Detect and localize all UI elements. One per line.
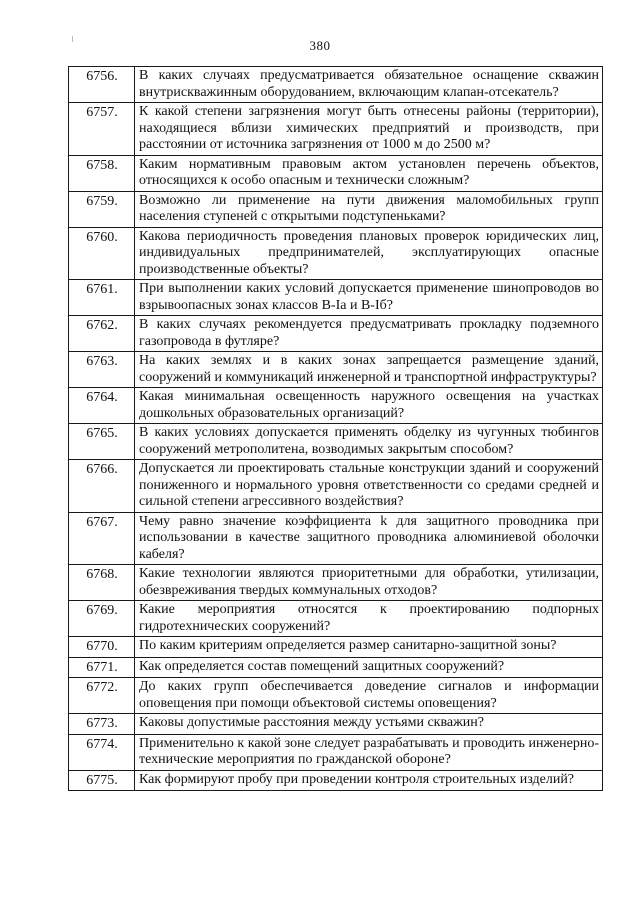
question-text: По каким критериям определяется размер санитарно-защитной зоны? bbox=[135, 637, 603, 658]
table-row bbox=[69, 227, 603, 280]
table-row bbox=[69, 67, 603, 103]
question-number: 6757. bbox=[69, 103, 135, 156]
table-row bbox=[69, 103, 603, 156]
question-number: 6770. bbox=[69, 637, 135, 658]
question-number: 6775. bbox=[69, 770, 135, 791]
question-text: Какая минимальная освещенность наружного освещения на участках дошкольных образовательных организаций? bbox=[135, 388, 603, 424]
question-text: Каким нормативным правовым актом установлен перечень объектов, относящихся к особо опасным и технически сложным? bbox=[135, 155, 603, 191]
questions-table bbox=[68, 66, 603, 791]
table-row bbox=[69, 512, 603, 565]
table-row bbox=[69, 316, 603, 352]
question-text: Какие технологии являются приоритетными для обработки, утилизации, обезвреживания твердых коммунальных отходов? bbox=[135, 565, 603, 601]
question-number: 6771. bbox=[69, 657, 135, 678]
question-number: 6773. bbox=[69, 714, 135, 735]
table-row bbox=[69, 155, 603, 191]
table-row bbox=[69, 191, 603, 227]
table-row bbox=[69, 734, 603, 770]
question-text: Какие мероприятия относятся к проектированию подпорных гидротехнических сооружений? bbox=[135, 601, 603, 637]
table-row bbox=[69, 657, 603, 678]
table-row bbox=[69, 460, 603, 513]
table-row bbox=[69, 280, 603, 316]
question-text: К какой степени загрязнения могут быть отнесены районы (территории), находящиеся вблизи химических предприятий и производств, при расстоянии от источника загрязнения от 1000 м до 2500 м? bbox=[135, 103, 603, 156]
table-row bbox=[69, 770, 603, 791]
question-text: Возможно ли применение на пути движения маломобильных групп населения ступеней с открытыми подступеньками? bbox=[135, 191, 603, 227]
table-row bbox=[69, 388, 603, 424]
page-number: 380 bbox=[309, 38, 331, 53]
question-number: 6765. bbox=[69, 424, 135, 460]
table-row bbox=[69, 714, 603, 735]
question-number: 6759. bbox=[69, 191, 135, 227]
question-text: Чему равно значение коэффициента k для защитного проводника при использовании в качестве защитного проводника алюминиевой оболочки кабеля? bbox=[135, 512, 603, 565]
question-text: Каковы допустимые расстояния между устьями скважин? bbox=[135, 714, 603, 735]
table-row bbox=[69, 352, 603, 388]
question-number: 6760. bbox=[69, 227, 135, 280]
question-text: Какова периодичность проведения плановых проверок юридических лиц, индивидуальных предпринимателей, эксплуатирующих опасные производственные объекты? bbox=[135, 227, 603, 280]
question-text: В каких условиях допускается применять обделку из чугунных тюбингов сооружений метрополитена, возводимых закрытым способом? bbox=[135, 424, 603, 460]
table-row bbox=[69, 678, 603, 714]
question-number: 6767. bbox=[69, 512, 135, 565]
question-text: Как формируют пробу при проведении контроля строительных изделий? bbox=[135, 770, 603, 791]
question-number: 6774. bbox=[69, 734, 135, 770]
question-number: 6768. bbox=[69, 565, 135, 601]
question-number: 6762. bbox=[69, 316, 135, 352]
question-text: В каких случаях рекомендуется предусматривать прокладку подземного газопровода в футляре? bbox=[135, 316, 603, 352]
question-number: 6764. bbox=[69, 388, 135, 424]
question-number: 6763. bbox=[69, 352, 135, 388]
question-number: 6761. bbox=[69, 280, 135, 316]
table-row bbox=[69, 601, 603, 637]
questions-table-body bbox=[69, 67, 603, 791]
question-text: Как определяется состав помещений защитных сооружений? bbox=[135, 657, 603, 678]
question-number: 6766. bbox=[69, 460, 135, 513]
table-row bbox=[69, 424, 603, 460]
question-text: При выполнении каких условий допускается применение шинопроводов во взрывоопасных зонах классов В-Iа и В-Iб? bbox=[135, 280, 603, 316]
question-number: 6758. bbox=[69, 155, 135, 191]
question-text: До каких групп обеспечивается доведение сигналов и информации оповещения при помощи объектовой системы оповещения? bbox=[135, 678, 603, 714]
question-text: На каких землях и в каких зонах запрещается размещение зданий, сооружений и коммуникаций инженерной и транспортной инфраструктуры? bbox=[135, 352, 603, 388]
question-text: Применительно к какой зоне следует разрабатывать и проводить инженерно-технические мероприятия по гражданской обороне? bbox=[135, 734, 603, 770]
table-row bbox=[69, 637, 603, 658]
question-text: Допускается ли проектировать стальные конструкции зданий и сооружений пониженного и нормального уровня ответственности со средами средней и сильной степени агрессивного воздействия? bbox=[135, 460, 603, 513]
table-row bbox=[69, 565, 603, 601]
question-text: В каких случаях предусматривается обязательное оснащение скважин внутрискважинным оборудованием, включающим клапан-отсекатель? bbox=[135, 67, 603, 103]
question-number: 6769. bbox=[69, 601, 135, 637]
question-number: 6756. bbox=[69, 67, 135, 103]
question-number: 6772. bbox=[69, 678, 135, 714]
